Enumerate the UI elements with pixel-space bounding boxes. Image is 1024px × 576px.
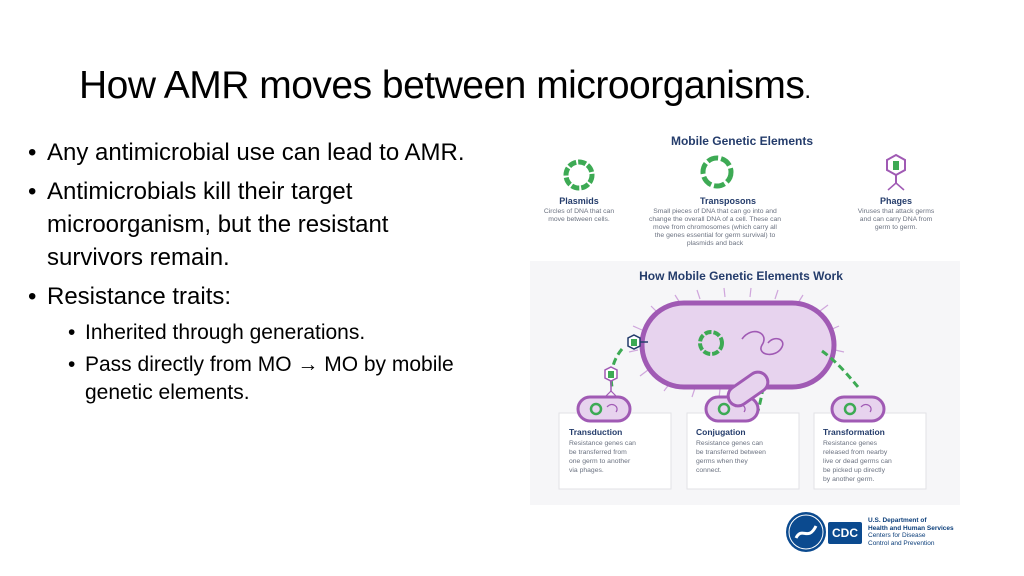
bullet-list	[28, 136, 528, 411]
plasmids-title: Plasmids	[559, 196, 599, 206]
hhs-seal-icon	[786, 512, 826, 552]
slide-title-suffix: .	[804, 77, 811, 104]
plasmid-icon	[566, 162, 592, 188]
cdc-text-line: U.S. Department of	[868, 517, 927, 524]
cdc-badge: CDC	[828, 522, 862, 544]
cdc-text-line: Health and Human Services	[868, 524, 954, 532]
phages-title: Phages	[879, 196, 913, 206]
transformation-desc-line: released from nearby	[823, 449, 888, 456]
cdc-text-line: Centers for Disease	[868, 532, 926, 539]
transposons-title: Transposons	[699, 196, 757, 206]
transformation-desc-line: be picked up directly	[823, 467, 885, 474]
conjugation-desc-line: germs when they	[696, 458, 748, 465]
figure-heading: Mobile Genetic Elements	[670, 134, 814, 148]
transposon-icon	[703, 158, 731, 186]
conjugation-desc-line: be transferred between	[696, 449, 766, 456]
phages-desc-line: and can carry DNA from	[859, 216, 933, 223]
slide-title	[79, 64, 811, 108]
slide-title-text: How AMR moves between microorganisms	[79, 64, 805, 107]
bullet-item: • Antimicrobials kill their target microorganism, but the resistant survivors remain.	[28, 175, 447, 274]
transformation-desc-line: Resistance genes	[823, 440, 878, 447]
phages-desc-line: Viruses that attack germs	[857, 208, 935, 215]
transformation-title: Transformation	[823, 427, 885, 437]
transposons-desc-line: the genes essential for germ survival) to	[654, 232, 776, 239]
transduction-desc-line: be transferred from	[569, 449, 627, 456]
transduction-desc-line: one germ to another	[569, 458, 631, 465]
phage-icon	[887, 155, 905, 190]
transduction-title: Transduction	[569, 427, 623, 437]
transposons-desc-line: plasmids and back	[686, 240, 744, 247]
how-it-works-heading: How Mobile Genetic Elements Work	[639, 269, 843, 283]
conjugation-desc-line: Resistance genes can	[696, 440, 763, 447]
transposons-desc-line: Small pieces of DNA that can go into and	[653, 208, 777, 215]
mobile-genetic-elements-figure	[530, 125, 960, 505]
transformation-bacterium	[832, 397, 884, 421]
plasmids-desc-line: Circles of DNA that can	[543, 208, 615, 215]
transposons-desc-line: move from chromosomes (which carry all	[653, 224, 777, 231]
transformation-desc-line: by another germ.	[823, 476, 875, 483]
sub-bullet-item: • Inherited through generations.	[28, 319, 528, 347]
bullet-item: • Resistance traits:	[28, 280, 528, 313]
transduction-desc-line: Resistance genes can	[569, 440, 636, 447]
transposons-desc-line: change the overall DNA of a cell. These can	[648, 216, 782, 223]
plasmids-desc-line: move between cells.	[548, 216, 610, 223]
cdc-agency-text	[868, 517, 954, 547]
transduction-desc-line: via phages.	[569, 467, 604, 474]
phages-desc-line: germ to germ.	[874, 224, 918, 231]
conjugation-title: Conjugation	[696, 427, 746, 437]
transformation-desc-line: live or dead germs can	[823, 458, 892, 465]
cdc-hhs-logo	[786, 512, 966, 556]
cdc-text-line: Control and Prevention	[868, 539, 935, 547]
transduction-bacterium	[578, 397, 630, 421]
sub-bullet-item: • Pass directly from MO → MO by mobile genetic elements.	[28, 351, 505, 407]
bullet-item: • Any antimicrobial use can lead to AMR.	[28, 136, 528, 169]
conjugation-desc-line: connect.	[696, 467, 722, 474]
